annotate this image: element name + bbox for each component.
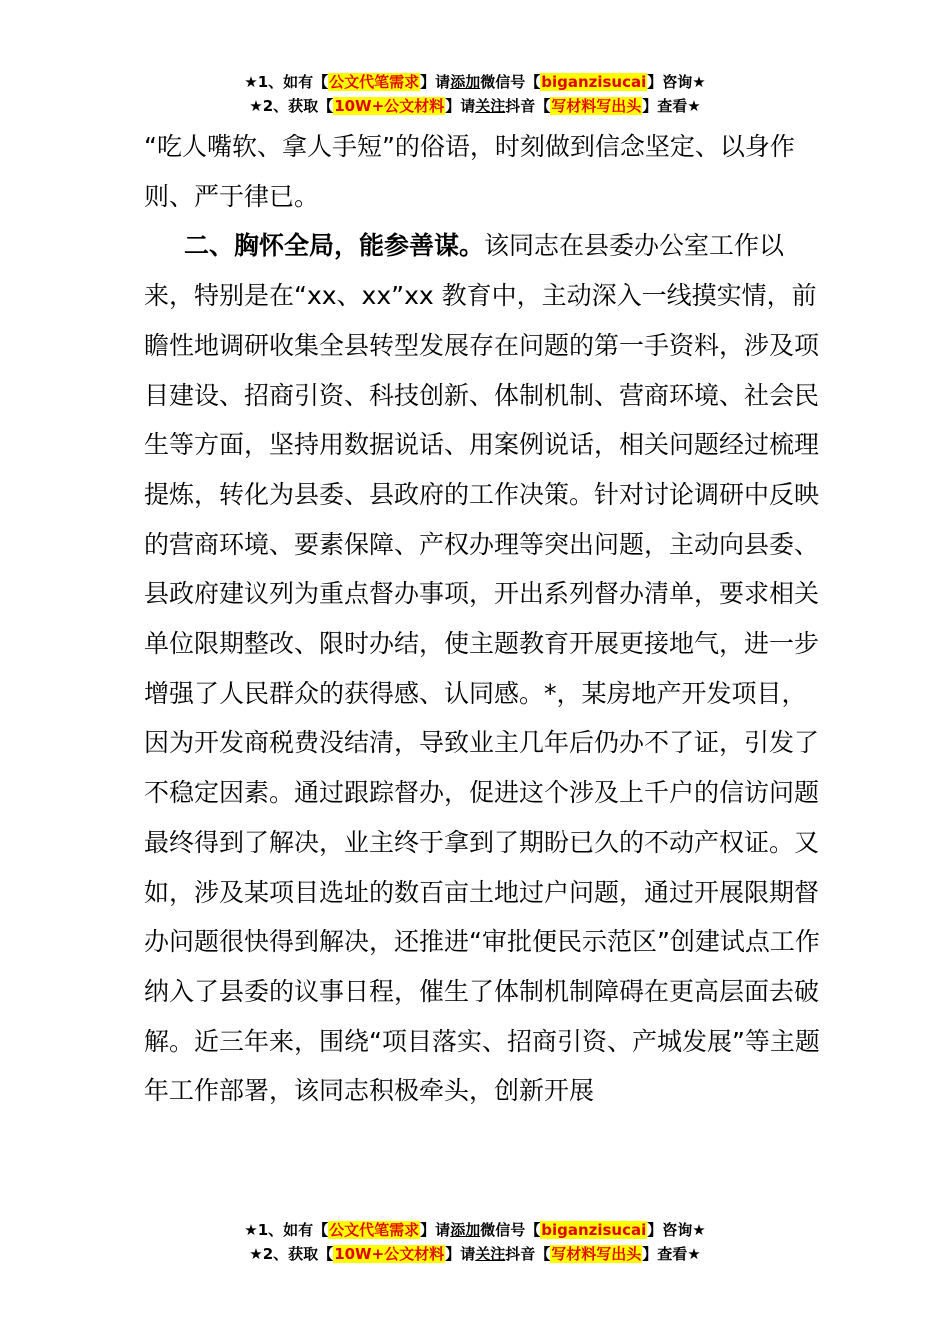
banner-text: 】请: [445, 1245, 476, 1263]
banner-text: 抖音【: [505, 97, 551, 115]
paragraph-2-text: 该同志在县委办公室工作以来，特别是在“xx、xx”xx 教育中，主动深入一线摸实情，前瞻性地调研收集全县转型发展存在问题的第一手资料，涉及项目建设、招商引资、科技创新、体制机制、营商环境、社会民生等方面，坚持用数据说话、用案例说话，相关问题经过梳理提炼，转化为县委、县政府的工作决策。针对讨论调研中反映的营商环境、要素保障、产权办理等突出问题，主动向县委、县政府建议列为重点督办事项，开出系列督办清单，要求相关单位限期整改、限时办结，使主题教育开展更接地气，进一步增强了人民群众的获得感、认同感。*，某房地产开发项目，因为开发商税费没结清，导致业主几年后仍办不了证，引发了不稳定因素。通过跟踪督办，促进这个涉及上千户的信访问题最终得到了解决，业主终于拿到了期盼已久的不动产权证。又如，涉及某项目选址的数百亩土地过户问题，通过开展限期督办问题很快得到解决，还推进“审批便民示范区”创建试点工作纳入了县委的议事日程，催生了体制机制障碍在更高层面去破解。近三年来，围绕“项目落实、招商引资、产城发展”等主题年工作部署，该同志积极牵头，创新开展: [144, 231, 820, 1106]
banner-highlight: 10W+公文材料: [334, 1245, 445, 1263]
header-banner-line-1: [0, 70, 950, 94]
document-body: [144, 122, 824, 1116]
banner-text: 】查看★: [642, 1245, 701, 1263]
banner-underlined-text: 添加: [450, 73, 481, 91]
banner-text: 抖音【: [505, 1245, 551, 1263]
douyin-account-highlight: 写材料写出头: [551, 1245, 642, 1263]
section-heading: 二、胸怀全局，能参善谋。: [184, 231, 485, 261]
footer-banner-line-2: [0, 1242, 950, 1266]
banner-underlined-text: 添加: [450, 1221, 481, 1239]
banner-text: 】请: [420, 1221, 451, 1239]
paragraph-2: [144, 221, 824, 1116]
banner-text: ★1、如有【: [244, 1221, 329, 1239]
banner-text: 】咨询★: [647, 73, 706, 91]
banner-text: 】咨询★: [647, 1221, 706, 1239]
banner-text: 微信号【: [480, 73, 541, 91]
banner-highlight: 公文代笔需求: [329, 73, 420, 91]
header-banner: [0, 70, 950, 118]
wechat-id-highlight: biganzisucai: [541, 1221, 647, 1239]
footer-banner: [0, 1218, 950, 1266]
paragraph-1: “吃人嘴软、拿人手短”的俗语，时刻做到信念坚定、以身作则、严于律已。: [144, 132, 795, 211]
header-banner-line-2: [0, 94, 950, 118]
banner-underlined-text: 关注: [475, 1245, 506, 1263]
banner-highlight: 10W+公文材料: [334, 97, 445, 115]
footer-banner-line-1: [0, 1218, 950, 1242]
banner-text: 】请: [445, 97, 476, 115]
banner-text: ★2、获取【: [249, 97, 334, 115]
banner-underlined-text: 关注: [475, 97, 506, 115]
douyin-account-highlight: 写材料写出头: [551, 97, 642, 115]
banner-text: ★2、获取【: [249, 1245, 334, 1263]
wechat-id-highlight: biganzisucai: [541, 73, 647, 91]
banner-highlight: 公文代笔需求: [329, 1221, 420, 1239]
banner-text: ★1、如有【: [244, 73, 329, 91]
banner-text: 微信号【: [480, 1221, 541, 1239]
banner-text: 】请: [420, 73, 451, 91]
banner-text: 】查看★: [642, 97, 701, 115]
